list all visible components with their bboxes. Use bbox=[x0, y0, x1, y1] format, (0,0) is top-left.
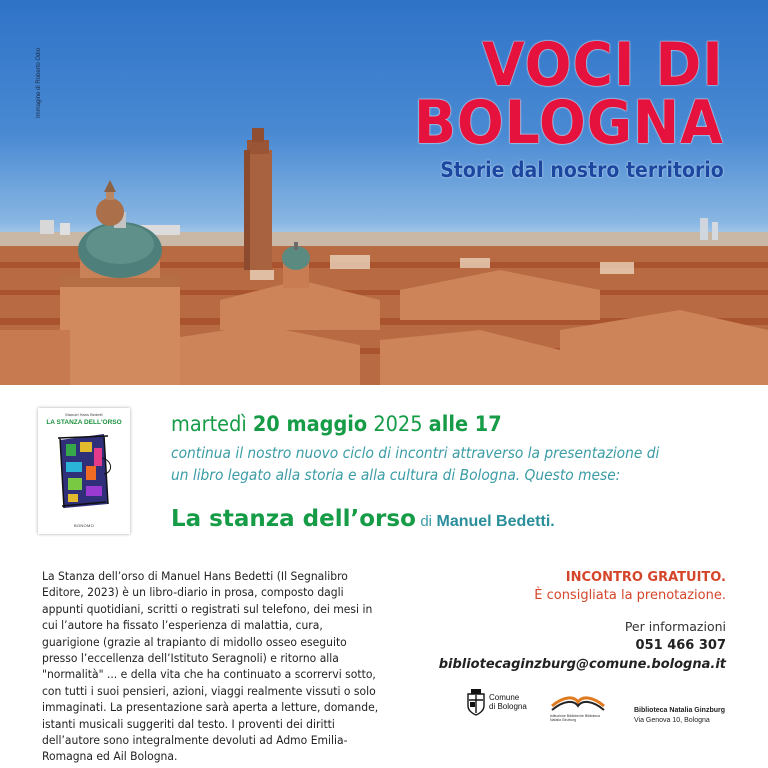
book-cover-image bbox=[38, 408, 130, 534]
book-cover-art bbox=[38, 408, 130, 534]
info-label: Per informazioni bbox=[624, 619, 726, 634]
poster-title bbox=[387, 30, 724, 182]
sponsor-logos bbox=[466, 688, 736, 728]
library-logo-text: Istituzione Biblioteche Biblioteca Natalia Ginzburg bbox=[550, 714, 601, 722]
book-cover-title: LA STANZA DELL'ORSO bbox=[46, 419, 122, 426]
event-date bbox=[171, 412, 668, 436]
comune-logo bbox=[466, 688, 527, 716]
featured-book-author: Manuel Bedetti. bbox=[436, 513, 555, 530]
event-intro: continua il nostro nuovo ciclo di incontri attraverso la presentazione di un libro legato alla storia e alla cultura di Bologna. Questo mese: bbox=[171, 444, 660, 484]
reservation-note: È consigliata la prenotazione. bbox=[534, 588, 726, 603]
library-name: Biblioteca Natalia Ginzburg bbox=[634, 707, 726, 714]
library-address: Via Genova 10, Bologna bbox=[634, 717, 710, 724]
event-year: 2025 bbox=[373, 412, 423, 436]
book-description: La Stanza dell’orso di Manuel Hans Bedetti (Il Segnalibro Editore, 2023) è un libro-diario in prosa, composto dagli appunti quotidiani, scritti o registrati sul telefono, dei mesi in cui l’autore ha fissato l’esperienza di malattia, cura, guarigione (grazie al trapianto di midollo osseo eseguito presso l’eccellenza dell’Istituto Seragnoli) e ritorno alla "normalità" ... e della vita che ha continuato a scorrervi sotto, con tutti i suoi pensieri, azioni, viaggi realmente vissuti o solo immaginati. La presentazione sarà aperta a letture, domande, istanti musicali suggeriti dal testo. I proventi dei diritti dell’autore sono integralmente devoluti ad Admo Emilia-Romagna ed Ail Bologna. bbox=[42, 569, 379, 764]
title-line-2: BOLOGNA bbox=[414, 88, 724, 158]
featured-book-by: di bbox=[420, 513, 433, 530]
featured-book-title: La stanza dell’orso bbox=[171, 506, 416, 532]
comune-crest-icon bbox=[466, 688, 486, 716]
featured-book bbox=[171, 506, 555, 532]
event-day-month: 20 maggio bbox=[252, 412, 368, 436]
library-book-icon bbox=[550, 692, 606, 712]
contact-info bbox=[439, 570, 726, 672]
photo-credit: Immagine di Roberto Odio bbox=[36, 47, 42, 118]
poster-subtitle: Storie dal nostro territorio bbox=[440, 158, 724, 182]
book-cover-publisher: BONOMO bbox=[73, 523, 95, 528]
comune-line-2: di Bologna bbox=[489, 702, 527, 711]
library-logo bbox=[550, 692, 606, 722]
title-line-1: VOCI DI bbox=[482, 30, 724, 100]
free-event-label: INCONTRO GRATUITO. bbox=[565, 570, 726, 585]
event-info bbox=[171, 412, 711, 486]
library-address-block bbox=[634, 706, 725, 726]
event-weekday: martedì bbox=[171, 412, 247, 436]
phone-number[interactable]: 051 466 307 bbox=[635, 638, 726, 653]
comune-line-1: Comune bbox=[489, 693, 520, 702]
event-time: alle 17 bbox=[428, 412, 502, 436]
email-link[interactable]: bibliotecaginzburg@comune.bologna.it bbox=[438, 657, 726, 672]
book-cover-author: Manuel Hans Bedetti bbox=[65, 412, 103, 417]
